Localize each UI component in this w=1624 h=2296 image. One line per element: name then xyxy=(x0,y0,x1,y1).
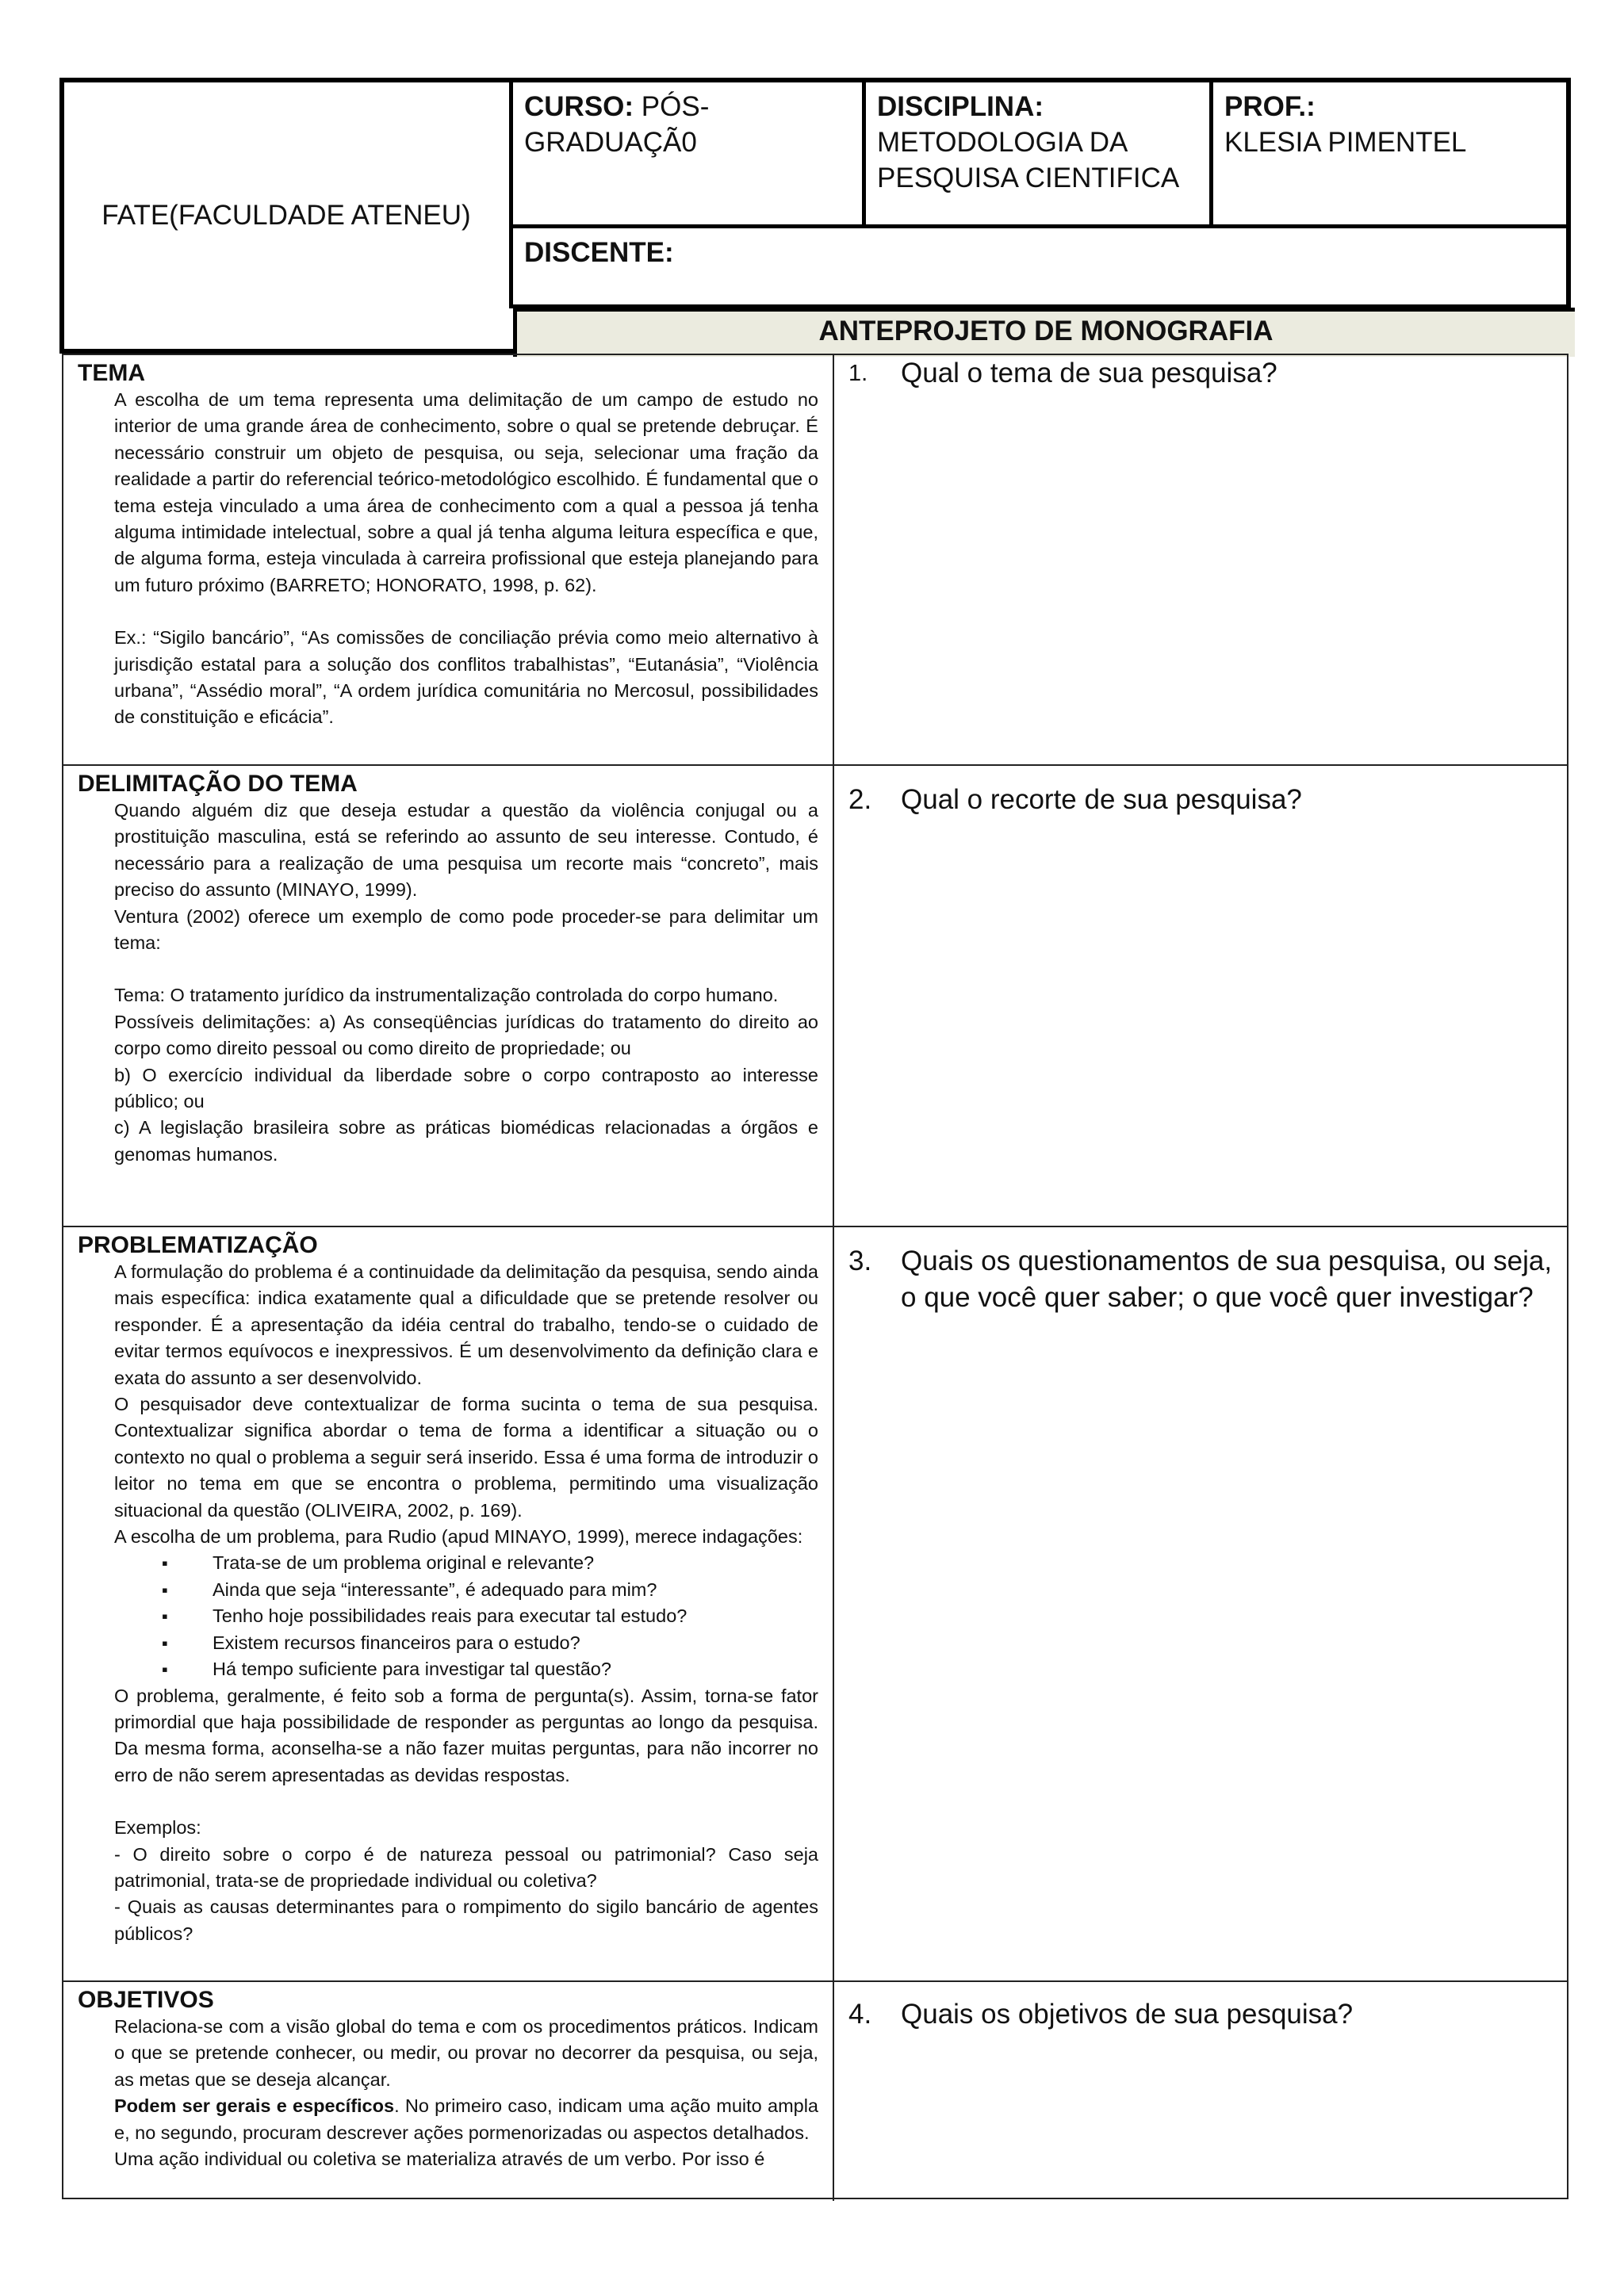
question-4[interactable] xyxy=(848,1996,1553,2033)
paragraph xyxy=(114,2093,818,2146)
header-box xyxy=(59,78,1571,354)
anteprojeto-table xyxy=(62,354,1568,2199)
disciplina-cell xyxy=(862,82,1215,228)
bold-lead: Podem ser gerais e específicos xyxy=(114,2095,395,2117)
paragraph: A escolha de um tema representa uma delimitação de um campo de estudo no interior de uma grande área de conhecimento, sobre o qual se pretende debruçar. É necessário construir um objeto de pesquisa, ou seja, selecionar uma fração da realidade a partir do referencial teórico-metodológico escolhido. É fundamental que o tema esteja vinculado a uma área de conhecimento com a qual a pessoa já tenha alguma intimidade intelectual, sobre a qual já tenha alguma leitura específica e que, de alguma forma, esteja vinculada à carreira profissional que esteja planejando para um futuro próximo (BARRETO; HONORATO, 1998, p. 62). xyxy=(114,389,818,595)
section-objetivos xyxy=(63,1982,1567,2201)
section-title: OBJETIVOS xyxy=(78,1987,214,2013)
prof-label: PROF.: xyxy=(1224,91,1316,122)
question-number: 1. xyxy=(848,361,868,386)
paragraph: Relaciona-se com a visão global do tema e com os procedimentos práticos. Indicam o que se pretende conhecer, ou medir, ou provar no decorrer da pesquisa, ou seja, as metas que se deseja alcançar. xyxy=(114,2016,818,2090)
paragraph: Tema: O tratamento jurídico da instrumentalização controlada do corpo humano. xyxy=(114,985,779,1006)
question-3[interactable] xyxy=(848,1243,1553,1316)
paragraph: A escolha de um problema, para Rudio (apud MINAYO, 1999), merece indagações: xyxy=(114,1526,803,1548)
question-2[interactable] xyxy=(848,782,1553,818)
question-1[interactable] xyxy=(848,355,1553,392)
section-delimitacao xyxy=(63,766,1567,1227)
list-item: ▪ Há tempo suficiente para investigar tal questão? xyxy=(114,1656,818,1682)
section-title: PROBLEMATIZAÇÃO xyxy=(78,1232,318,1258)
question-text: Qual o tema de sua pesquisa? xyxy=(901,358,1277,388)
section-title: DELIMITAÇÃO DO TEMA xyxy=(78,771,358,797)
prof-cell xyxy=(1209,82,1566,228)
disciplina-value: METODOLOGIA DA PESQUISA CIENTIFICA xyxy=(877,127,1180,193)
indagacoes-list xyxy=(114,1550,818,1682)
institution-name: FATE(FACULDADE ATENEU) xyxy=(102,200,471,231)
list-item: ▪ Tenho hoje possibilidades reais para executar tal estudo? xyxy=(114,1603,818,1629)
example: - O direito sobre o corpo é de natureza pessoal ou patrimonial? Caso seja patrimonial, trata-se de propriedade individual ou coletiva? xyxy=(114,1843,818,1891)
paragraph: Quando alguém diz que deseja estudar a questão da violência conjugal ou a prostituição masculina, está se referindo ao assunto de seu interesse. Contudo, é necessário para a realização de uma pesquisa um recorte mais “concreto”, mais preciso do assunto (MINAYO, 1999). xyxy=(114,800,818,901)
paragraph: Uma ação individual ou coletiva se materializa através de um verbo. Por isso é xyxy=(114,2149,765,2170)
section-problematizacao xyxy=(63,1227,1567,1982)
anteprojeto-banner: ANTEPROJETO DE MONOGRAFIA xyxy=(513,308,1575,357)
question-number: 4. xyxy=(848,1999,872,2030)
discente-label: DISCENTE: xyxy=(524,237,674,268)
paragraph: Ex.: “Sigilo bancário”, “As comissões de conciliação prévia como meio alternativo à jurisdição estatal para a solução dos conflitos trabalhistas”, “Eutanásia”, “Violência urbana”, “Assédio moral”, “A ordem jurídica comunitária no Mercosul, possibilidades de constituição e eficácia”. xyxy=(114,627,818,728)
disciplina-label: DISCIPLINA: xyxy=(877,91,1044,122)
curso-cell xyxy=(509,82,870,228)
paragraph: O problema, geralmente, é feito sob a forma de pergunta(s). Assim, torna-se fator primordial que haja possibilidade de responder as perguntas ao longo da pesquisa. Da mesma forma, aconselha-se a não fazer muitas perguntas, para não incorrer no erro de não serem apresentadas as devidas respostas. xyxy=(114,1685,818,1785)
examples-label: Exemplos: xyxy=(114,1817,201,1839)
curso-label: CURSO: xyxy=(524,91,634,122)
question-number: 2. xyxy=(848,784,872,815)
paragraph: b) O exercício individual da liberdade sobre o corpo contraposto ao interesse público; ou xyxy=(114,1064,818,1112)
example: - Quais as causas determinantes para o rompimento do sigilo bancário de agentes públicos? xyxy=(114,1896,818,1944)
curso-value: PÓS-GRADUAÇÃ0 xyxy=(524,91,710,158)
list-item: ▪ Ainda que seja “interessante”, é adequado para mim? xyxy=(114,1577,818,1603)
discente-cell[interactable] xyxy=(509,224,1566,308)
bold-rest: . No primeiro caso, indicam uma ação muito ampla e, no segundo, procuram descrever ações pormenorizadas ou aspectos detalhados. xyxy=(114,2095,818,2143)
question-number: 3. xyxy=(848,1246,872,1276)
section-title: TEMA xyxy=(78,360,145,386)
paragraph: c) A legislação brasileira sobre as práticas biomédicas relacionadas a órgãos e genomas humanos. xyxy=(114,1117,818,1165)
paragraph: O pesquisador deve contextualizar de forma sucinta o tema de sua pesquisa. Contextualizar significa abordar o tema de forma a identificar a situação ou o contexto no qual o problema a seguir será inserido. Essa é uma forma de introduzir o leitor no tema em que se encontra o problema, permitindo uma visualização situacional da questão (OLIVEIRA, 2002, p. 169). xyxy=(114,1394,818,1521)
question-text: Qual o recorte de sua pesquisa? xyxy=(901,784,1302,815)
question-text: Quais os questionamentos de sua pesquisa, ou seja, o que você quer saber; o que você quer investigar? xyxy=(901,1246,1553,1313)
list-item: ▪ Trata-se de um problema original e relevante? xyxy=(114,1550,818,1576)
question-text: Quais os objetivos de sua pesquisa? xyxy=(901,1999,1354,2030)
paragraph: Possíveis delimitações: a) As conseqüências jurídicas do tratamento do direito ao corpo como direito pessoal ou como direito de propriedade; ou xyxy=(114,1011,818,1059)
paragraph: Ventura (2002) oferece um exemplo de como pode proceder-se para delimitar um tema: xyxy=(114,905,818,954)
paragraph: A formulação do problema é a continuidade da delimitação da pesquisa, sendo ainda mais específica: indica exatamente qual a dificuldade que se pretende resolver ou responder. É a apresentação da idéia central do trabalho, tendo-se o cuidado de evitar termos equívocos e inexpressivos. É um desenvolvimento da definição clara e exata do assunto a ser desenvolvido. xyxy=(114,1261,818,1388)
prof-value: KLESIA PIMENTEL xyxy=(1224,127,1467,158)
list-item: ▪ Existem recursos financeiros para o estudo? xyxy=(114,1630,818,1656)
section-tema xyxy=(63,355,1567,766)
